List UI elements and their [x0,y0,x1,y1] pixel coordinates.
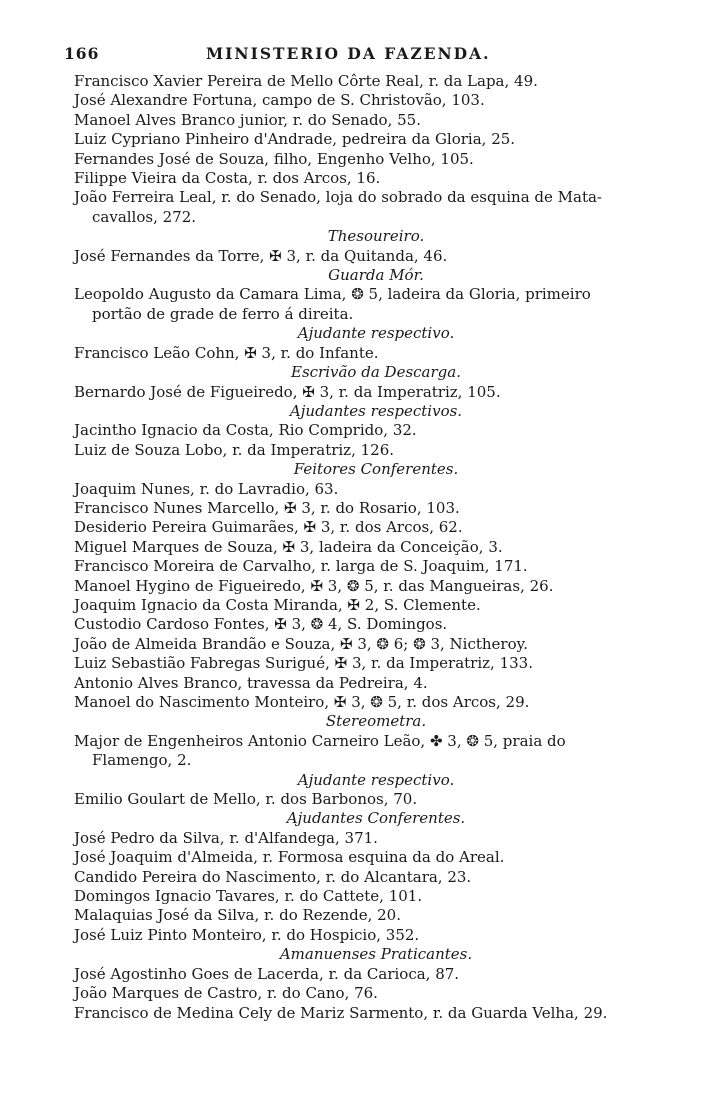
entry-continuation: cavallos, 272. [92,207,197,226]
directory-entry: Manoel Alves Branco junior, r. do Senado, 55. [74,110,421,129]
section-heading: Ajudante respectivo. [297,324,455,343]
directory-entry: José Pedro da Silva, r. d'Alfandega, 371. [74,828,378,847]
text-body [64,72,664,1023]
directory-entry: Fernandes José de Souza, filho, Engenho Velho, 105. [74,149,474,168]
directory-entry: Luiz Cypriano Pinheiro d'Andrade, pedreira da Gloria, 25. [74,130,516,149]
directory-entry: Francisco Xavier Pereira de Mello Côrte Real, r. da Lapa, 49. [74,72,538,90]
directory-entry: Francisco Nunes Marcello, ✠ 3, r. do Rosario, 103. [74,498,460,517]
directory-entry: João Marques de Castro, r. do Cano, 76. [74,984,378,1003]
directory-entry: Luiz Sebastião Fabregas Surigué, ✠ 3, r. da Imperatriz, 133. [74,654,533,673]
directory-entry: José Fernandes da Torre, ✠ 3, r. da Quitanda, 46. [74,246,448,265]
directory-entry: Francisco de Medina Cely de Mariz Sarmento, r. da Guarda Velha, 29. [74,1003,608,1022]
directory-entry: Francisco Leão Cohn, ✠ 3, r. do Infante. [74,343,379,362]
directory-entry: José Alexandre Fortuna, campo de S. Christovão, 103. [74,91,485,110]
directory-entry: Jacintho Ignacio da Costa, Rio Comprido, 32. [74,421,417,440]
section-heading: Ajudantes Conferentes. [286,809,466,828]
directory-entry: Major de Engenheiros Antonio Carneiro Leão, ✤ 3, ❂ 5, praia do [74,731,566,750]
directory-entry: José Luiz Pinto Monteiro, r. do Hospicio, 352. [74,925,420,944]
directory-entry: Manoel Hygino de Figueiredo, ✠ 3, ❂ 5, r. das Mangueiras, 26. [74,576,554,595]
section-heading: Ajudantes respectivos. [289,401,463,420]
running-title: MINISTERIO DA FAZENDA. [206,44,491,63]
directory-entry: Malaquias José da Silva, r. do Rezende, 20. [74,906,401,925]
directory-entry: Leopoldo Augusto da Camara Lima, ❂ 5, ladeira da Gloria, primeiro [74,285,591,304]
directory-entry: José Agostinho Goes de Lacerda, r. da Carioca, 87. [74,964,460,983]
section-heading: Escrivão da Descarga. [291,363,461,382]
directory-entry: Manoel do Nascimento Monteiro, ✠ 3, ❂ 5, r. dos Arcos, 29. [74,693,530,711]
directory-entry: José Joaquim d'Almeida, r. Formosa esquina da do Areal. [74,848,505,867]
entry-continuation: Flamengo, 2. [92,751,192,770]
directory-entry: Filippe Vieira da Costa, r. dos Arcos, 16. [74,169,381,188]
page-header [64,44,664,70]
entry-continuation: portão de grade de ferro á direita. [92,304,354,323]
directory-entry: Antonio Alves Branco, travessa da Pedreira, 4. [74,673,428,692]
directory-entry: Luiz de Souza Lobo, r. da Imperatriz, 126. [74,440,395,459]
directory-entry: Emilio Goulart de Mello, r. dos Barbonos, 70. [74,790,418,809]
directory-entry: João de Almeida Brandão e Souza, ✠ 3, ❂ 6; ❂ 3, Nictheroy. [74,634,528,653]
directory-entry: Custodio Cardoso Fontes, ✠ 3, ❂ 4, S. Domingos. [74,615,448,634]
directory-entry: Miguel Marques de Souza, ✠ 3, ladeira da Conceição, 3. [74,537,503,556]
directory-entry: João Ferreira Leal, r. do Senado, loja do sobrado da esquina de Mata- [74,188,602,207]
section-heading: Guarda Mór. [328,266,424,285]
section-heading: Thesoureiro. [327,227,425,246]
directory-entry: Desiderio Pereira Guimarães, ✠ 3, r. dos Arcos, 62. [74,518,463,537]
section-heading: Stereometra. [325,712,427,731]
section-heading: Feitores Conferentes. [293,460,459,479]
directory-entry: Joaquim Ignacio da Costa Miranda, ✠ 2, S. Clemente. [74,595,481,614]
section-heading: Ajudante respectivo. [297,770,455,789]
directory-entry: Candido Pereira do Nascimento, r. do Alcantara, 23. [74,867,472,886]
directory-entry: Francisco Moreira de Carvalho, r. larga de S. Joaquim, 171. [74,557,528,576]
directory-entry: Domingos Ignacio Tavares, r. do Cattete, 101. [74,887,423,906]
directory-entry: Bernardo José de Figueiredo, ✠ 3, r. da Imperatriz, 105. [74,382,501,401]
section-heading: Amanuenses Praticantes. [279,945,473,964]
page-number: 166 [64,44,100,63]
directory-entry: Joaquim Nunes, r. do Lavradio, 63. [74,479,339,498]
